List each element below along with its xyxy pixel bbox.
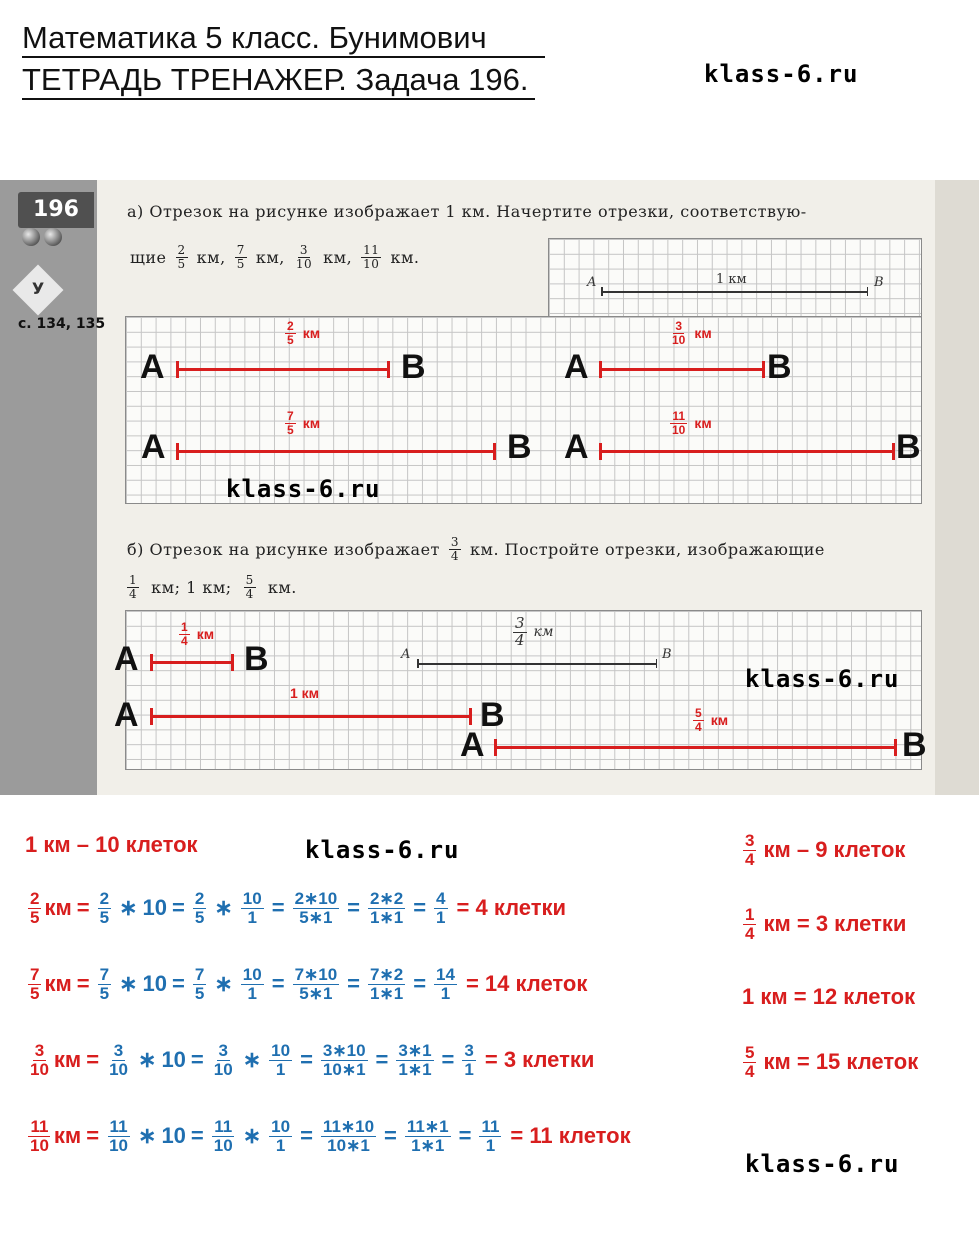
- page-title-line-1: Математика 5 класс. Бунимович: [22, 20, 545, 58]
- ref-point-b: B: [874, 275, 884, 290]
- solution-row: $\frac{3}{10}$ км = $\frac{3}{10}$ ∗ 10 = $\frac{3}{10}$ ∗ $\frac{10}{1}$ = $\frac{3∗10}{10∗1}$ = $\frac{3∗1}{1∗1}$ = $\frac{3}{1}$ = 3 клетки: [30, 1041, 595, 1079]
- segment-label: $\frac{11}{10}$ км: [672, 409, 712, 437]
- right-scale-row: 1 км = 12 клеток: [742, 984, 916, 1009]
- page-edge: [935, 180, 979, 795]
- segment-label: 1 км: [290, 685, 320, 701]
- point-b: B: [401, 348, 426, 386]
- ref-point-b: B: [662, 647, 672, 662]
- brand-watermark: klass-6.ru: [745, 1150, 900, 1178]
- fraction: $\frac{3}{10}$: [295, 243, 313, 271]
- text-fragment: км.: [390, 247, 420, 267]
- segment-label: $\frac{1}{4}$ км: [181, 620, 215, 648]
- right-scale-row: $\frac{5}{4}$ км = 15 клеток: [745, 1043, 919, 1081]
- text-fragment: км,: [323, 247, 353, 267]
- brand-watermark: klass-6.ru: [704, 60, 859, 88]
- point-a: A: [141, 428, 166, 466]
- right-scale-row: $\frac{3}{4}$ км – 9 клеток: [745, 831, 906, 869]
- segment-1-km: [151, 715, 471, 718]
- point-b: B: [767, 348, 792, 386]
- task-number-badge: 196: [18, 192, 94, 228]
- fraction: $\frac{1}{4}$: [129, 573, 138, 601]
- text-fragment: км,: [196, 247, 226, 267]
- text-fragment: км. Постройте отрезки, изображающие: [470, 539, 825, 559]
- fraction: $\frac{2}{5}$: [177, 243, 186, 271]
- ref-point-a: A: [587, 275, 597, 290]
- workbook-scan: [0, 180, 979, 795]
- text-fragment: км.: [267, 577, 297, 597]
- segment-1-4: [151, 661, 233, 664]
- text-fragment: км,: [255, 247, 285, 267]
- part-b-text-line-1: [127, 536, 825, 562]
- point-b: B: [896, 428, 921, 466]
- brand-watermark: klass-6.ru: [305, 836, 460, 864]
- segment-3-10: [600, 368, 764, 371]
- solution-row: $\frac{7}{5}$ км = $\frac{7}{5}$ ∗ 10 = $\frac{7}{5}$ ∗ $\frac{10}{1}$ = $\frac{7∗10}{5∗1}$ = $\frac{7∗2}{1∗1}$ = $\frac{14}{1}$ = 14 клеток: [30, 965, 588, 1003]
- part-a-text-line-1: а) Отрезок на рисунке изображает 1 км. Начертите отрезки, соответствую-: [127, 202, 807, 221]
- solution-row: $\frac{11}{10}$ км = $\frac{11}{10}$ ∗ 10 = $\frac{11}{10}$ ∗ $\frac{10}{1}$ = $\frac{11∗10}{10∗1}$ = $\frac{11∗1}{1∗1}$ = $\frac{11}{1}$ = 11 клеток: [30, 1117, 631, 1155]
- segment-label: $\frac{2}{5}$ км: [287, 319, 321, 347]
- ref-segment-3-4: [417, 663, 657, 665]
- fraction: $\frac{5}{4}$: [245, 573, 254, 601]
- difficulty-dot-icon: [22, 228, 40, 246]
- part-a-text-line-2: [130, 244, 419, 270]
- page-title-line-2: ТЕТРАДЬ ТРЕНАЖЕР. Задача 196.: [22, 62, 535, 100]
- solution-row: $\frac{2}{5}$ км = $\frac{2}{5}$ ∗ 10 = $\frac{2}{5}$ ∗ $\frac{10}{1}$ = $\frac{2∗10}{5∗1}$ = $\frac{2∗2}{1∗1}$ = $\frac{4}{1}$ = 4 клетки: [30, 889, 567, 927]
- u-marker-label: У: [31, 279, 45, 298]
- point-a: A: [114, 696, 139, 734]
- ref-segment-1km: [601, 291, 868, 293]
- segment-2-5: [177, 368, 389, 371]
- right-scale-row: $\frac{1}{4}$ км = 3 клетки: [745, 905, 907, 943]
- sidebar: [0, 180, 106, 795]
- point-a: A: [564, 428, 589, 466]
- point-a: A: [140, 348, 165, 386]
- pages-reference: с. 134, 135: [18, 316, 106, 332]
- point-a: A: [564, 348, 589, 386]
- point-a: A: [460, 726, 485, 764]
- part-b-text-line-2: [127, 574, 297, 600]
- point-a: A: [114, 640, 139, 678]
- point-b: B: [507, 428, 532, 466]
- base-scale-left: 1 км – 10 клеток: [25, 832, 198, 857]
- fraction: $\frac{11}{10}$: [363, 243, 380, 271]
- fraction: $\frac{7}{5}$: [236, 243, 245, 271]
- ref-segment-label: $\frac{3}{4}$ км: [515, 614, 554, 649]
- point-b: B: [244, 640, 269, 678]
- segment-5-4: [495, 746, 896, 749]
- segment-label: $\frac{3}{10}$ км: [672, 319, 712, 347]
- point-b: B: [902, 726, 927, 764]
- segment-11-10: [600, 450, 894, 453]
- text-fragment: км; 1 км;: [151, 577, 232, 597]
- difficulty-dot-icon: [44, 228, 62, 246]
- fraction: $\frac{3}{4}$: [450, 535, 460, 563]
- ref-segment-label: 1 км: [716, 272, 747, 287]
- text-fragment: б) Отрезок на рисунке изображает: [127, 539, 440, 559]
- segment-7-5: [177, 450, 495, 453]
- brand-watermark: klass-6.ru: [745, 665, 900, 693]
- segment-label: $\frac{5}{4}$ км: [695, 706, 729, 734]
- segment-label: $\frac{7}{5}$ км: [287, 409, 321, 437]
- text-fragment: щие: [130, 247, 167, 267]
- point-b: B: [480, 696, 505, 734]
- brand-watermark: klass-6.ru: [226, 475, 381, 503]
- ref-point-a: A: [401, 647, 411, 662]
